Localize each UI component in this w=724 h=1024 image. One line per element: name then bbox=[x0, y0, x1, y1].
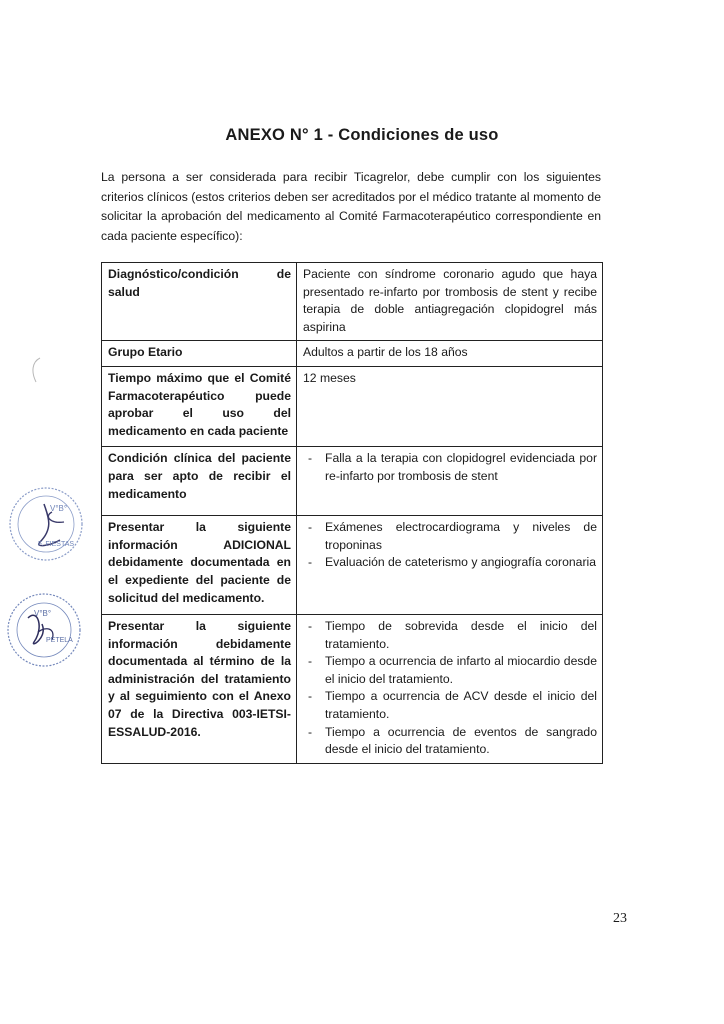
svg-text:F. FIESTAS: F. FIESTAS bbox=[38, 541, 75, 548]
page-title: ANEXO N° 1 - Condiciones de uso bbox=[225, 126, 499, 144]
list-item: - Tiempo a ocurrencia de eventos de sangrado desde el inicio del tratamiento. bbox=[303, 724, 597, 759]
row-label: Condición clínica del paciente para ser apto de recibir el medicamento bbox=[102, 447, 297, 516]
svg-text:V°B°: V°B° bbox=[34, 609, 52, 618]
list-item: - Tiempo de sobrevida desde el inicio del tratamiento. bbox=[303, 618, 597, 653]
row-label: Presentar la siguiente información debidamente documentada al término de la administración del tratamiento y al seguimiento con el Anexo 07 de la Directiva 003-IETSI-ESSALUD-2016. bbox=[102, 615, 297, 764]
row-value: Adultos a partir de los 18 años bbox=[297, 341, 603, 367]
approval-stamp bbox=[4, 588, 90, 674]
row-label: Presentar la siguiente información ADICIONAL debidamente documentada en el expediente del paciente de solicitud del medicamento. bbox=[102, 516, 297, 615]
table-row bbox=[102, 447, 603, 516]
page-number: 23 bbox=[613, 911, 627, 926]
list-item: - Exámenes electrocardiograma y niveles de troponinas bbox=[303, 519, 597, 554]
svg-text:V°B°: V°B° bbox=[50, 504, 68, 513]
row-value-list bbox=[297, 615, 603, 764]
list-item: - Tiempo a ocurrencia de infarto al miocardio desde el inicio del tratamiento. bbox=[303, 653, 597, 688]
table-row bbox=[102, 341, 603, 367]
row-value: Paciente con síndrome coronario agudo que haya presentado re-infarto por trombosis de stent y recibe terapia de doble antiagregación clopidogrel más aspirina bbox=[297, 263, 603, 341]
conditions-table bbox=[101, 262, 603, 764]
approval-stamp bbox=[4, 482, 90, 568]
table-row bbox=[102, 615, 603, 764]
svg-text:PETELA: PETELA bbox=[46, 637, 73, 644]
row-value-list bbox=[297, 447, 603, 516]
table-row bbox=[102, 263, 603, 341]
list-item: - Falla a la terapia con clopidogrel evidenciada por re-infarto por trombosis de stent bbox=[303, 450, 597, 485]
row-value-list bbox=[297, 516, 603, 615]
table-row bbox=[102, 516, 603, 615]
row-label: Diagnóstico/condición de salud bbox=[102, 263, 297, 341]
row-label: Tiempo máximo que el Comité Farmacoterapéutico puede aprobar el uso del medicamento en cada paciente bbox=[102, 366, 297, 446]
list-item: - Tiempo a ocurrencia de ACV desde el inicio del tratamiento. bbox=[303, 688, 597, 723]
row-value: 12 meses bbox=[297, 366, 603, 446]
margin-mark bbox=[28, 356, 44, 384]
table-row bbox=[102, 366, 603, 446]
list-item: - Evaluación de cateterismo y angiografía coronaria bbox=[303, 554, 597, 572]
row-label: Grupo Etario bbox=[102, 341, 297, 367]
intro-paragraph: La persona a ser considerada para recibir Ticagrelor, debe cumplir con los siguientes criterios clínicos (estos criterios deben ser acreditados por el médico tratante al momento de solicitar la aprobación del medicamento al Comité Farmacoterapéutico correspondiente en cada paciente específico): bbox=[101, 170, 601, 243]
